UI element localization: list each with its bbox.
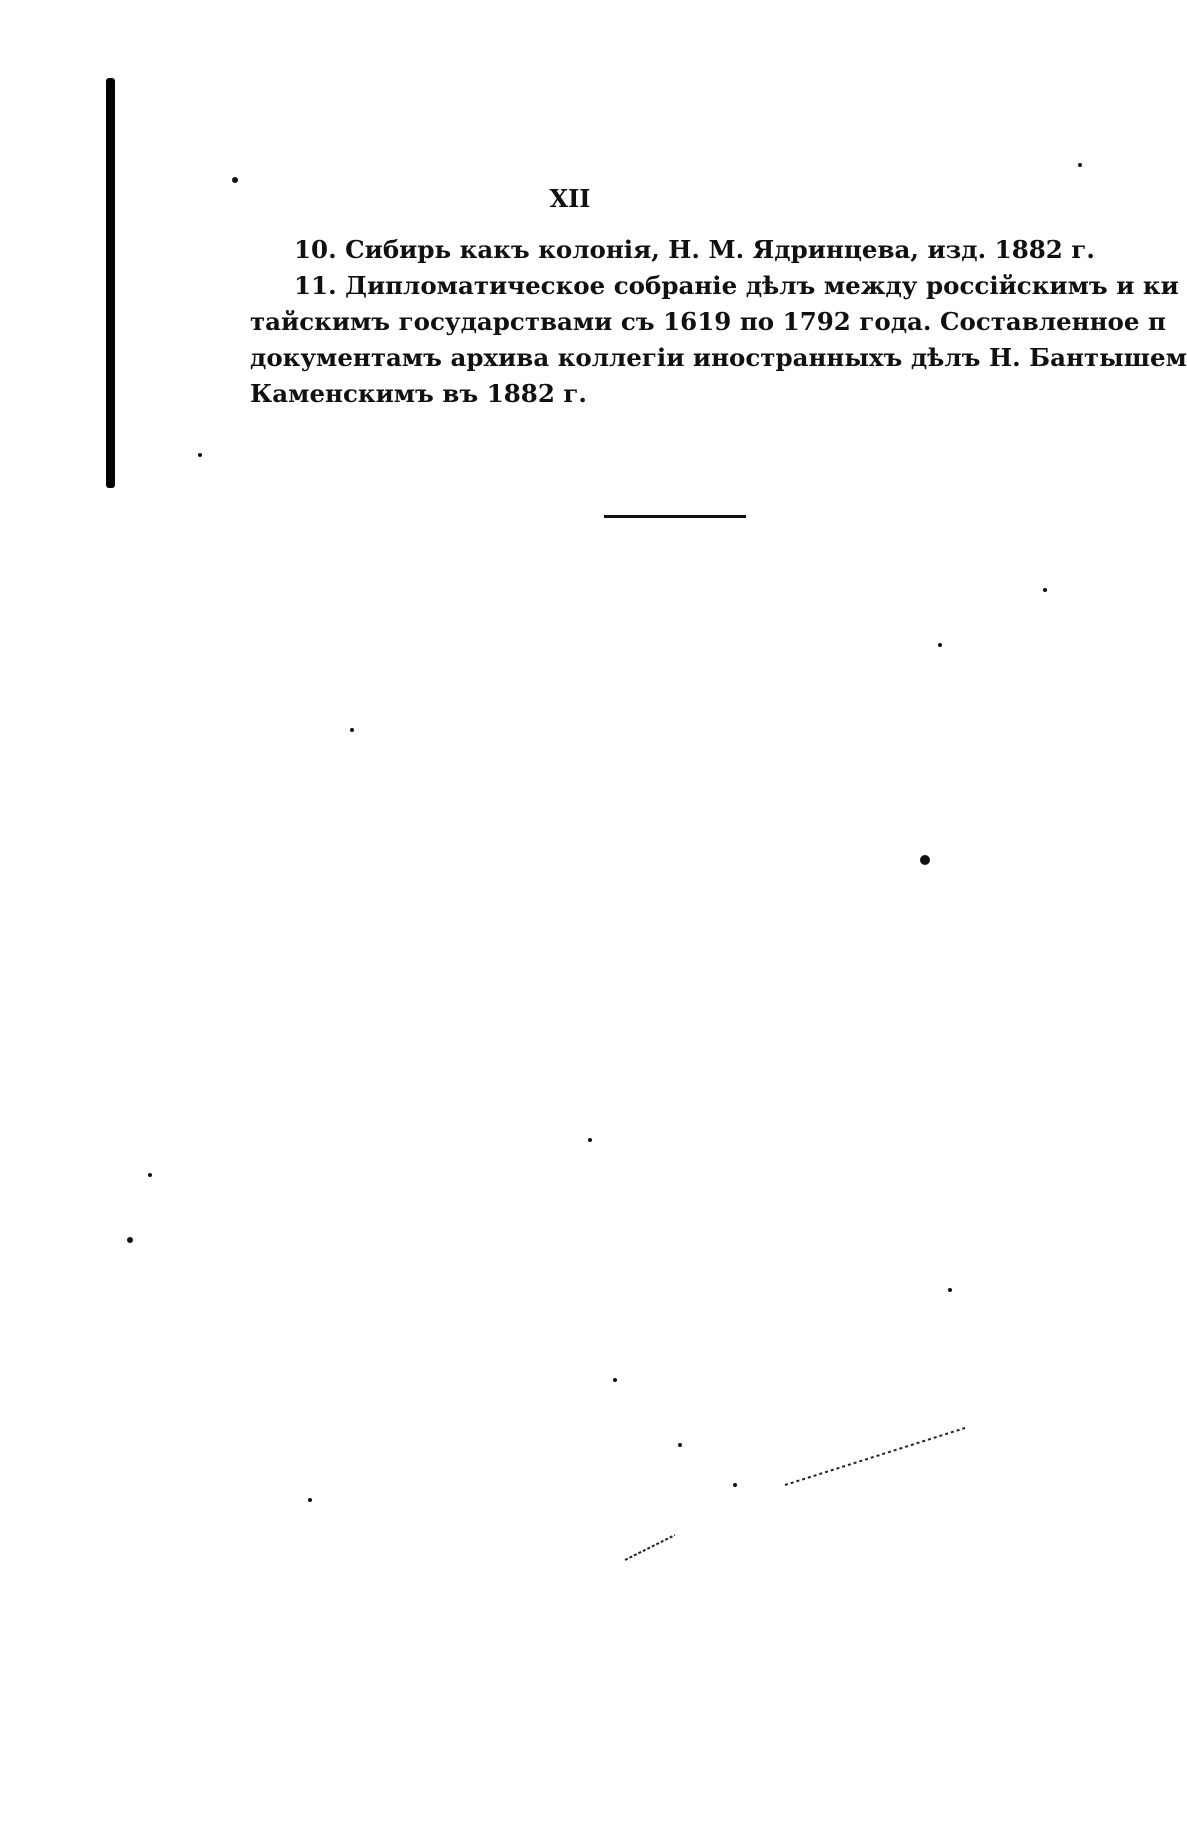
page-number: XII (549, 184, 591, 213)
entry-11-line-1: 11. Дипломатическое собраніе дѣлъ между россійскимъ и ки (294, 271, 1179, 300)
entry-11-line-3: документамъ архива коллегіи иностранныхъ дѣлъ Н. Бантышем (250, 343, 1187, 372)
entry-11-line-4: Каменскимъ въ 1882 г. (250, 379, 587, 408)
entry-10-line: 10. Сибирь какъ колонія, Н. М. Ядринцева, изд. 1882 г. (294, 235, 1095, 264)
entry-11-line-2: тайскимъ государствами съ 1619 по 1792 года. Составленное п (250, 307, 1166, 336)
